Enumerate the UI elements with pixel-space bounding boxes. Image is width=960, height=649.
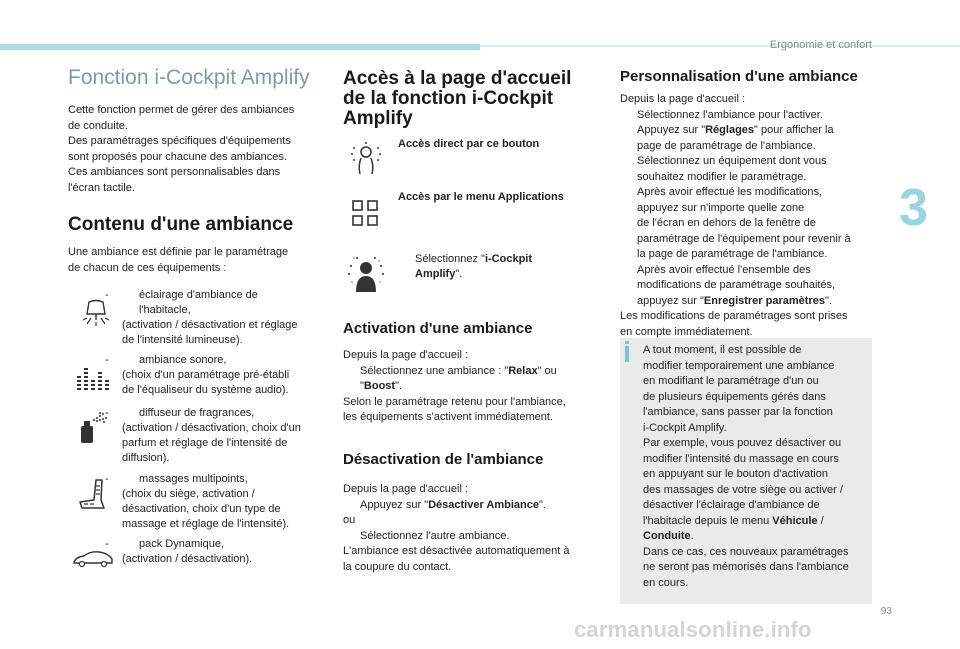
watermark: carmanualsonline.info (574, 617, 812, 642)
item-fragrance-diffuser: - diffuseur de fragrances, (activation / désactivation, choix d'un parfum et réglage de l'intensité de diffusion). (105, 407, 301, 464)
info-box-text: A tout moment, il est possible de modifier temporairement une ambiance en modifiant le paramétrage d'un ou de plusieurs équipements gérés dans l'ambiance, sans passer par la fonction i-Cockpit Amplify. Par exemple, vous pouvez désactiver ou modifier l'intensité du massage en cours en appuyant sur le bouton d'activation des massages de votre siège ou activer / désactiver l'éclairage d'ambiance de l'habitacle depuis le menu Véhicule / Conduite. Dans ce cas, ces nouveaux paramétrages ne seront pas mémorisés dans l'ambiance en cours. (643, 344, 849, 589)
activation-heading: Activation d'une ambiance (343, 320, 533, 337)
personnalisation-paragraph: Depuis la page d'accueil : Sélectionnez l'ambiance pour l'activer. Appuyez sur "Réglages" pour afficher la page de paramétrage de l'ambiance. Sélectionnez un équipement dont vous souhaitez modifier le paramétrage. Après avoir effectué les modifications, appuyez sur n'importe quelle zone de l'écran en dehors de la fenêtre de paramétrage de l'équipement pour revenir à la page de paramétrage de l'ambiance. Après avoir effectué l'ensemble des modifications de paramétrage souhaités, appuyez sur "Enregistrer paramètres". Les modifications de paramétrages sont prises en compte immédiatement. (620, 93, 851, 338)
page-title: Fonction i-Cockpit Amplify (68, 66, 310, 89)
desactivation-paragraph: Depuis la page d'accueil : Appuyez sur "Désactiver Ambiance". ou Sélectionnez l'autre ambiance. L'ambiance est désactivée automatiquement à la coupure du contact. (343, 483, 570, 573)
apps-grid-icon (350, 198, 380, 228)
item-sound-ambience: - ambiance sonore, (choix d'un paramétrage pré-établi de l'équaliseur du système audio). (105, 354, 290, 396)
access-direct-label: Accès direct par ce bouton (398, 138, 540, 150)
section-title: Ergonomie et confort (769, 39, 872, 51)
item-ambient-lighting: - éclairage d'ambiance de l'habitacle, (activation / désactivation et réglage de l'intensité lumineuse). (105, 289, 298, 346)
contenu-intro: Une ambiance est définie par le paramétrage de chacun de ces équipements : (68, 246, 289, 274)
desactivation-heading: Désactivation de l'ambiance (343, 451, 544, 468)
info-icon (625, 341, 629, 344)
item-dynamic-pack: - pack Dynamique, (activation / désactivation). (105, 538, 253, 565)
personnalisation-heading: Personnalisation d'une ambiance (620, 68, 858, 85)
header-accent-bar (0, 44, 480, 50)
contenu-heading: Contenu d'une ambiance (68, 214, 294, 235)
intro-paragraph: Cette fonction permet de gérer des ambiances de conduite. Des paramétrages spécifiques d'équipements sont proposés pour chacune des ambiances. Ces ambiances sont personnalisables dans l'écran tactile. (68, 104, 295, 194)
header-rule (480, 45, 960, 47)
activation-paragraph: Depuis la page d'accueil : Sélectionnez une ambiance : "Relax" ou "Boost". Selon le paramétrage retenu pour l'ambiance, les équipements s'activent immédiatement. (343, 349, 566, 423)
access-heading: Accès à la page d'accueil de la fonction i-Cockpit Amplify (343, 68, 572, 129)
access-apps-label: Accès par le menu Applications (398, 191, 564, 203)
i-cockpit-button-icon (348, 140, 384, 176)
item-multipoint-massage: - massages multipoints, (choix du siège, activation / désactivation, choix d'un type de massage et réglage de l'intensité). (105, 473, 290, 530)
info-icon-stem (625, 346, 629, 362)
i-cockpit-amplify-icon (346, 252, 386, 294)
page-number: 93 (880, 606, 892, 617)
chapter-number: 3 (899, 179, 928, 237)
select-i-cockpit-amplify: Sélectionnez "i-Cockpit Amplify". (415, 253, 533, 280)
